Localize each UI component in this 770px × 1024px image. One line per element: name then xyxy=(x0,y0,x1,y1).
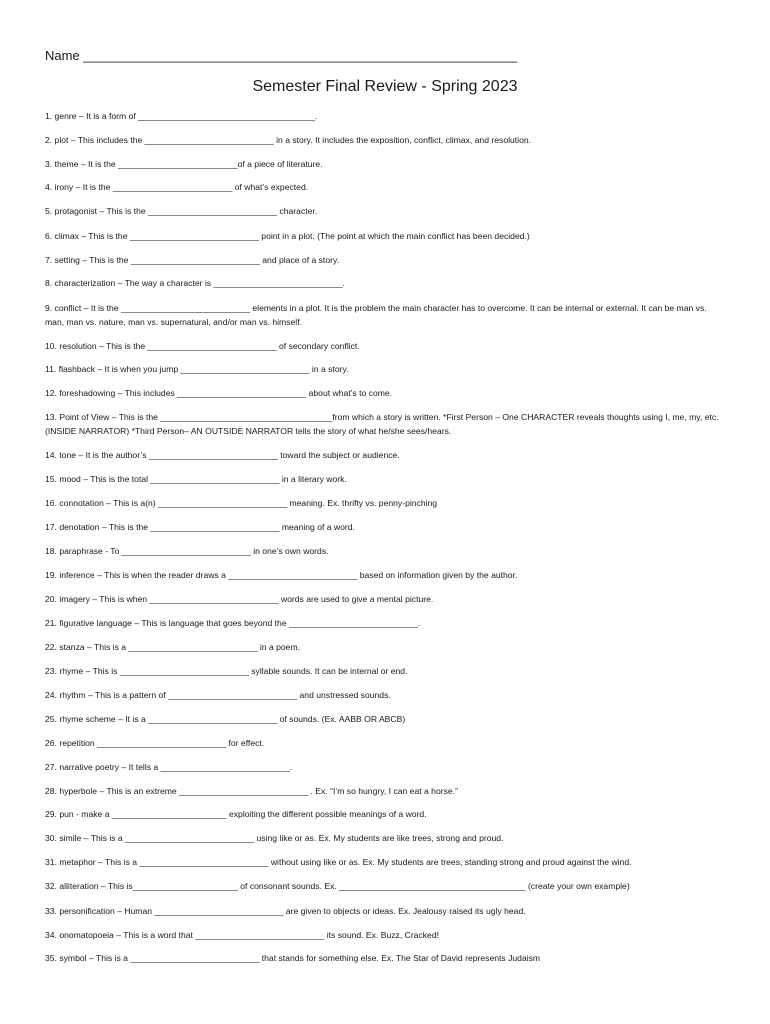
list-item: 21. figurative language – This is language that goes beyond the ___________________________. xyxy=(45,618,421,628)
list-item: 4. irony – It is the _________________________ of what’s expected. xyxy=(45,182,309,192)
list-item: 16. connotation – This is a(n) ___________________________ meaning. Ex. thrifty vs. penny-pinching xyxy=(45,498,438,508)
list-item: 1. genre – It is a form of _____________________________________. xyxy=(45,111,318,121)
list-item: 3. theme – It is the _________________________of a piece of literature. xyxy=(45,159,323,169)
list-item: 17. denotation – This is the ___________________________ meaning of a word. xyxy=(45,522,355,532)
list-item: 5. protagonist – This is the ___________________________ character. xyxy=(45,206,318,216)
list-item: 13. Point of View – This is the ____________________________________from which a story is written. *First Person – One CHARACTER reveals thoughts using I, me, my, etc. (INSIDE NARRATOR) *Third Person– AN OUTSIDE NARRATOR tells the story of what he/she sees/hears. xyxy=(45,412,719,436)
list-item: 8. characterization – The way a character is ___________________________. xyxy=(45,278,345,288)
list-item: 26. repetition ___________________________ for effect. xyxy=(45,738,265,748)
list-item: 28. hyperbole – This is an extreme ___________________________ . Ex. “I’m so hungry, I can eat a horse.” xyxy=(45,786,458,796)
list-item: 9. conflict – It is the ___________________________ elements in a plot. It is the problem the main character has to overcome. It can be internal or external. It can be man vs. man, man vs. nature, man vs. supernatural, and/or man vs. himself. xyxy=(45,303,707,327)
list-item: 30. simile – This is a ___________________________ using like or as. Ex. My students are like trees, strong and proud. xyxy=(45,833,504,843)
list-item: 33. personification – Human ___________________________ are given to objects or ideas. Ex. Jealousy raised its ugly head. xyxy=(45,906,526,916)
list-item: 31. metaphor – This is a ___________________________ without using like or as. Ex. My students are trees, standing strong and proud against the wind. xyxy=(45,857,632,867)
list-item: 7. setting – This is the ___________________________ and place of a story. xyxy=(45,255,340,265)
list-item: 18. paraphrase - To ___________________________ in one’s own words. xyxy=(45,546,329,556)
page-title: Semester Final Review - Spring 2023 xyxy=(252,78,518,95)
list-item: 15. mood – This is the total ___________________________ in a literary work. xyxy=(45,474,347,484)
list-item: 35. symbol – This is a ___________________________ that stands for something else. Ex. The Star of David represents Judaism xyxy=(45,953,541,963)
list-item: 23. rhyme – This is ___________________________ syllable sounds. It can be internal or end. xyxy=(45,666,408,676)
list-item: 10. resolution – This is the ___________________________ of secondary conflict. xyxy=(45,341,360,351)
list-item: 6. climax – This is the ___________________________ point in a plot. (The point at which the main conflict has been decided.) xyxy=(45,231,530,241)
list-item: 22. stanza – This is a ___________________________ in a poem. xyxy=(45,642,300,652)
list-item: 2. plot – This includes the ___________________________ in a story. It includes the exposition, conflict, climax, and resolution. xyxy=(45,135,532,145)
list-item: 11. flashback – It is when you jump ___________________________ in a story. xyxy=(45,364,349,374)
list-item: 25. rhyme scheme – It is a ___________________________ of sounds. (Ex. AABB OR ABCB) xyxy=(45,714,406,724)
name-field-label: Name ____________________________________________________________ xyxy=(45,48,518,63)
list-item: 20. imagery – This is when ___________________________ words are used to give a mental picture. xyxy=(45,594,434,604)
list-item: 19. inference – This is when the reader draws a ___________________________ based on information given by the author. xyxy=(45,570,518,580)
list-item: 29. pun - make a ________________________ exploiting the different possible meanings of a word. xyxy=(45,809,427,819)
list-item: 24. rhythm – This is a pattern of ___________________________ and unstressed sounds. xyxy=(45,690,391,700)
list-item: 34. onomatopoeia – This is a word that ___________________________ its sound. Ex. Buzz, Cracked! xyxy=(45,930,439,940)
list-item: 14. tone – It is the author’s ___________________________ toward the subject or audience. xyxy=(45,450,400,460)
list-item: 12. foreshadowing – This includes ___________________________ about what’s to come. xyxy=(45,388,393,398)
list-item: 27. narrative poetry – It tells a ___________________________. xyxy=(45,762,293,772)
list-item: 32. alliteration – This is______________________ of consonant sounds. Ex. _______________________________________ (create your own example) xyxy=(45,881,630,891)
